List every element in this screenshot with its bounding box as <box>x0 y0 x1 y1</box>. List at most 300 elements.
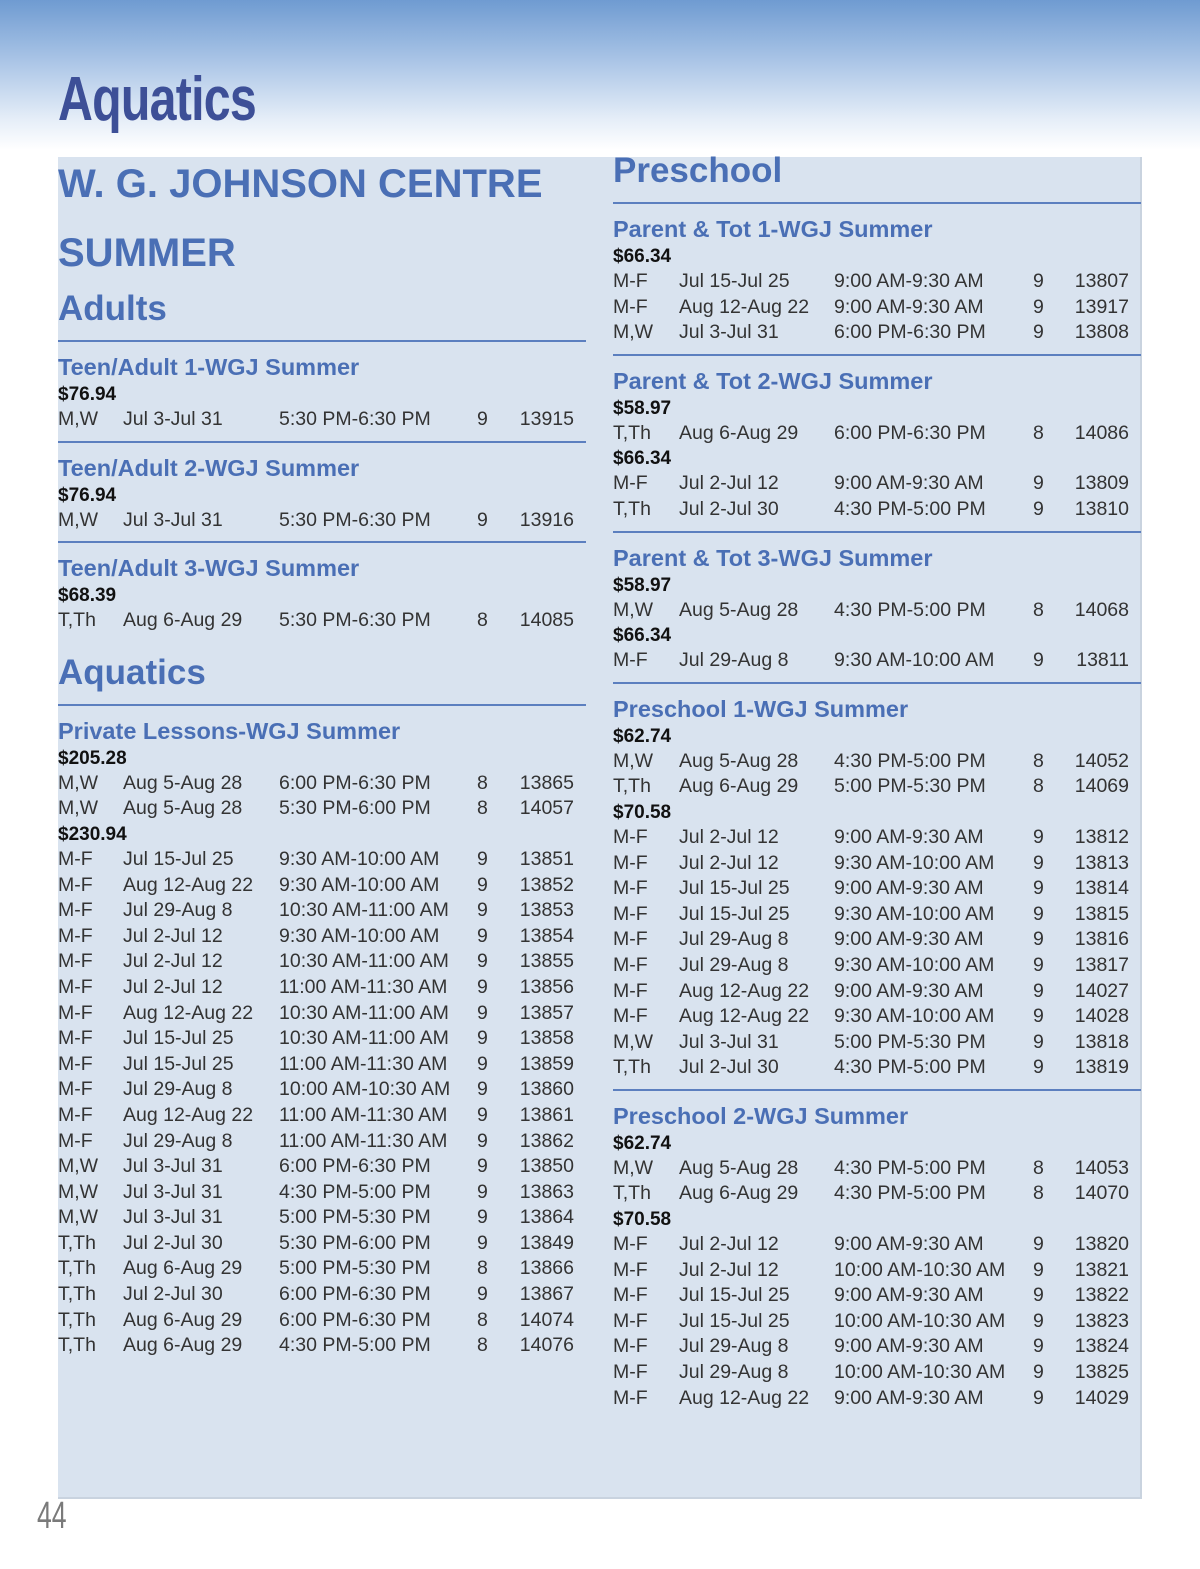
schedule-sessions: 8 <box>477 609 488 632</box>
schedule-row <box>613 1004 1141 1030</box>
schedule-days: M,W <box>58 408 99 430</box>
schedule-dates: Jul 3-Jul 31 <box>679 1030 779 1053</box>
schedule-sessions: 9 <box>1033 270 1044 292</box>
section-heading-aquatics: Aquatics <box>58 652 206 692</box>
schedule-course-code: 14052 <box>1074 749 1129 772</box>
schedule-dates: Jul 3-Jul 31 <box>123 1180 223 1203</box>
schedule-course-code: 13811 <box>1076 649 1129 672</box>
schedule-course-code: 13809 <box>1074 472 1129 495</box>
schedule-time: 5:00 PM-5:30 PM <box>834 1030 986 1053</box>
schedule-time: 9:00 AM-9:30 AM <box>834 1386 984 1409</box>
course-block <box>58 706 586 1367</box>
schedule-dates: Jul 2-Jul 12 <box>123 975 223 998</box>
course-title: Teen/Adult 3-WGJ Summer <box>58 555 360 582</box>
schedule-dates: Aug 5-Aug 28 <box>679 749 799 772</box>
schedule-time: 9:30 AM-10:00 AM <box>834 649 995 672</box>
schedule-sessions: 9 <box>477 924 488 947</box>
schedule-course-code: 13815 <box>1074 902 1129 925</box>
schedule-row <box>58 975 586 1001</box>
schedule-course-code: 13858 <box>519 1027 574 1050</box>
left-column <box>58 150 586 1367</box>
course-price: $70.58 <box>613 801 672 823</box>
schedule-dates: Jul 15-Jul 25 <box>679 270 790 292</box>
schedule-course-code: 13857 <box>519 1001 574 1024</box>
course-title: Teen/Adult 1-WGJ Summer <box>58 354 360 380</box>
schedule-course-code: 13859 <box>519 1052 574 1075</box>
schedule-time: 9:30 AM-10:00 AM <box>279 873 440 896</box>
schedule-row <box>58 873 586 899</box>
schedule-dates: Aug 6-Aug 29 <box>679 775 799 798</box>
schedule-days: M,W <box>613 598 654 621</box>
schedule-days: M-F <box>613 1335 648 1358</box>
schedule-dates: Jul 3-Jul 31 <box>123 508 223 531</box>
schedule-row <box>613 1232 1141 1258</box>
schedule-time: 10:30 AM-11:00 AM <box>279 899 449 922</box>
course-block <box>613 356 1141 533</box>
schedule-time: 9:00 AM-9:30 AM <box>834 1233 984 1256</box>
schedule-days: M-F <box>613 902 648 925</box>
schedule-course-code: 13814 <box>1074 877 1129 900</box>
schedule-days: T,Th <box>613 775 651 798</box>
schedule-days: M-F <box>613 649 648 672</box>
schedule-sessions: 9 <box>477 1027 488 1050</box>
schedule-row <box>613 320 1141 346</box>
schedule-sessions: 8 <box>477 771 488 794</box>
schedule-dates: Jul 2-Jul 30 <box>123 1231 223 1254</box>
schedule-dates: Jul 29-Aug 8 <box>679 1335 789 1358</box>
schedule-dates: Jul 29-Aug 8 <box>679 1361 789 1384</box>
schedule-sessions: 9 <box>1033 1309 1044 1332</box>
schedule-sessions: 9 <box>477 1155 488 1178</box>
course-title: Parent & Tot 3-WGJ Summer <box>613 544 933 571</box>
schedule-time: 4:30 PM-5:00 PM <box>834 1182 986 1205</box>
schedule-course-code: 13822 <box>1074 1284 1129 1307</box>
schedule-row <box>58 796 586 822</box>
schedule-course-code: 13854 <box>519 924 574 947</box>
course-price: $70.58 <box>613 1209 672 1231</box>
schedule-sessions: 9 <box>1033 1335 1044 1358</box>
schedule-time: 5:00 PM-5:30 PM <box>279 1206 431 1229</box>
schedule-row <box>613 825 1141 851</box>
schedule-time: 5:00 PM-5:30 PM <box>279 1257 431 1280</box>
schedule-sessions: 9 <box>1033 902 1044 925</box>
schedule-days: M-F <box>613 1005 648 1028</box>
schedule-days: M-F <box>613 928 648 951</box>
schedule-days: M-F <box>613 472 648 495</box>
centre-name-line2: SUMMER <box>58 231 236 275</box>
schedule-days: T,Th <box>613 1182 651 1205</box>
schedule-days: M,W <box>58 1155 99 1178</box>
schedule-row <box>613 471 1141 497</box>
schedule-dates: Aug 12-Aug 22 <box>679 1005 810 1028</box>
schedule-course-code: 13825 <box>1074 1361 1129 1384</box>
schedule-dates: Jul 2-Jul 12 <box>123 924 223 947</box>
schedule-days: T,Th <box>58 1257 96 1280</box>
schedule-row <box>58 1256 586 1282</box>
schedule-days: M,W <box>58 797 99 820</box>
schedule-row <box>613 1156 1141 1182</box>
schedule-sessions: 9 <box>1033 649 1044 672</box>
schedule-time: 10:00 AM-10:30 AM <box>834 1361 1006 1384</box>
schedule-sessions: 8 <box>1033 1182 1044 1205</box>
schedule-time: 11:00 AM-11:30 AM <box>279 975 448 998</box>
schedule-time: 9:00 AM-9:30 AM <box>834 928 984 951</box>
schedule-course-code: 13862 <box>519 1129 574 1152</box>
schedule-days: M-F <box>613 825 648 848</box>
schedule-course-code: 14069 <box>1074 775 1129 798</box>
schedule-dates: Aug 6-Aug 29 <box>123 1257 243 1280</box>
schedule-course-code: 13810 <box>1074 497 1129 520</box>
schedule-row <box>58 1103 586 1129</box>
schedule-dates: Jul 3-Jul 31 <box>679 321 779 344</box>
schedule-course-code: 14074 <box>519 1308 574 1331</box>
schedule-dates: Aug 12-Aug 22 <box>123 873 254 896</box>
schedule-dates: Jul 15-Jul 25 <box>123 1052 234 1075</box>
schedule-days: M-F <box>613 1233 648 1256</box>
schedule-row <box>58 1026 586 1052</box>
schedule-course-code: 13850 <box>519 1155 574 1178</box>
course-price: $68.39 <box>58 585 117 607</box>
schedule-row <box>613 295 1141 321</box>
schedule-time: 9:00 AM-9:30 AM <box>834 979 984 1002</box>
schedule-dates: Jul 3-Jul 31 <box>123 1206 223 1229</box>
schedule-sessions: 9 <box>477 1206 488 1229</box>
schedule-sessions: 9 <box>1033 321 1044 344</box>
schedule-days: M,W <box>58 1180 99 1203</box>
schedule-sessions: 9 <box>477 873 488 896</box>
schedule-sessions: 9 <box>1033 1030 1044 1053</box>
schedule-dates: Jul 2-Jul 30 <box>679 497 779 520</box>
schedule-days: M-F <box>58 873 93 896</box>
schedule-time: 10:00 AM-10:30 AM <box>279 1078 451 1101</box>
schedule-days: T,Th <box>613 421 651 444</box>
schedule-sessions: 9 <box>1033 295 1044 318</box>
schedule-course-code: 13865 <box>519 771 574 794</box>
course-price: $58.97 <box>613 397 672 419</box>
schedule-dates: Aug 12-Aug 22 <box>679 979 810 1002</box>
schedule-row <box>613 1334 1141 1360</box>
schedule-time: 6:00 PM-6:30 PM <box>279 1308 431 1331</box>
schedule-sessions: 9 <box>1033 825 1044 848</box>
schedule-course-code: 13816 <box>1074 928 1129 951</box>
schedule-row <box>58 847 586 873</box>
course-title: Parent & Tot 1-WGJ Summer <box>613 216 933 242</box>
schedule-days: M,W <box>58 1206 99 1229</box>
schedule-row <box>613 1386 1141 1412</box>
schedule-course-code: 13867 <box>519 1283 574 1306</box>
schedule-row <box>58 898 586 924</box>
schedule-days: M,W <box>613 1156 654 1179</box>
schedule-days: M-F <box>58 1027 93 1050</box>
schedule-row <box>58 949 586 975</box>
schedule-time: 9:30 AM-10:00 AM <box>279 924 440 947</box>
schedule-time: 10:00 AM-10:30 AM <box>834 1309 1006 1332</box>
schedule-dates: Aug 6-Aug 29 <box>123 1334 243 1357</box>
schedule-days: M-F <box>58 1052 93 1075</box>
schedule-row <box>58 1154 586 1180</box>
course-title: Parent & Tot 2-WGJ Summer <box>613 367 933 394</box>
schedule-days: M-F <box>58 1078 93 1101</box>
schedule-row <box>613 1360 1141 1386</box>
schedule-sessions: 9 <box>1033 1005 1044 1028</box>
schedule-row <box>613 269 1141 295</box>
schedule-sessions: 8 <box>477 1257 488 1280</box>
schedule-days: M-F <box>613 1284 648 1307</box>
schedule-dates: Jul 15-Jul 25 <box>679 1309 790 1332</box>
schedule-row <box>613 421 1141 447</box>
schedule-sessions: 9 <box>1033 851 1044 874</box>
schedule-time: 5:00 PM-5:30 PM <box>834 775 986 798</box>
schedule-course-code: 14053 <box>1074 1156 1129 1179</box>
schedule-course-code: 13849 <box>519 1231 574 1254</box>
schedule-time: 4:30 PM-5:00 PM <box>834 1156 986 1179</box>
schedule-days: T,Th <box>613 497 651 520</box>
schedule-days: M-F <box>58 924 93 947</box>
schedule-time: 9:00 AM-9:30 AM <box>834 877 984 900</box>
schedule-course-code: 13863 <box>519 1180 574 1203</box>
schedule-days: M-F <box>613 851 648 874</box>
schedule-days: T,Th <box>58 1231 96 1254</box>
schedule-course-code: 13856 <box>519 975 574 998</box>
schedule-dates: Aug 12-Aug 22 <box>123 1001 254 1024</box>
schedule-dates: Jul 15-Jul 25 <box>123 847 234 870</box>
schedule-sessions: 8 <box>1033 598 1044 621</box>
schedule-time: 9:30 AM-10:00 AM <box>279 847 440 870</box>
schedule-row <box>58 1282 586 1308</box>
schedule-course-code: 14027 <box>1074 979 1129 1002</box>
schedule-dates: Jul 15-Jul 25 <box>679 877 790 900</box>
schedule-course-code: 13812 <box>1074 825 1129 848</box>
schedule-days: M-F <box>58 950 93 973</box>
schedule-dates: Jul 3-Jul 31 <box>123 408 223 430</box>
schedule-time: 5:30 PM-6:30 PM <box>279 609 431 632</box>
schedule-time: 9:00 AM-9:30 AM <box>834 825 984 848</box>
course-block <box>613 533 1141 684</box>
schedule-course-code: 13915 <box>519 408 574 430</box>
schedule-days: M-F <box>613 295 648 318</box>
schedule-dates: Jul 15-Jul 25 <box>679 1284 790 1307</box>
schedule-time: 6:00 PM-6:30 PM <box>834 321 986 344</box>
schedule-dates: Aug 6-Aug 29 <box>123 1308 243 1331</box>
schedule-course-code: 13866 <box>519 1257 574 1280</box>
schedule-sessions: 9 <box>1033 877 1044 900</box>
schedule-time: 9:00 AM-9:30 AM <box>834 1284 984 1307</box>
schedule-dates: Aug 5-Aug 28 <box>123 797 243 820</box>
course-price: $205.28 <box>58 747 127 769</box>
schedule-time: 4:30 PM-5:00 PM <box>834 749 986 772</box>
schedule-days: M,W <box>613 1030 654 1053</box>
schedule-days: M-F <box>58 975 93 998</box>
schedule-days: M-F <box>58 847 93 870</box>
schedule-dates: Aug 12-Aug 22 <box>123 1103 254 1126</box>
schedule-dates: Jul 29-Aug 8 <box>123 1129 233 1152</box>
schedule-row <box>58 1231 586 1257</box>
schedule-sessions: 9 <box>1033 1258 1044 1281</box>
schedule-course-code: 13818 <box>1074 1030 1129 1053</box>
schedule-dates: Jul 3-Jul 31 <box>123 1155 223 1178</box>
schedule-time: 11:00 AM-11:30 AM <box>279 1103 448 1126</box>
schedule-days: M-F <box>58 1103 93 1126</box>
schedule-row <box>613 1181 1141 1207</box>
schedule-time: 9:00 AM-9:30 AM <box>834 295 984 318</box>
schedule-sessions: 9 <box>477 1129 488 1152</box>
course-title: Teen/Adult 2-WGJ Summer <box>58 454 360 481</box>
schedule-course-code: 13917 <box>1074 295 1129 318</box>
schedule-dates: Jul 29-Aug 8 <box>679 649 789 672</box>
schedule-row <box>613 851 1141 877</box>
schedule-dates: Jul 2-Jul 12 <box>679 825 779 848</box>
schedule-course-code: 14057 <box>519 797 574 820</box>
schedule-course-code: 14085 <box>519 609 574 632</box>
schedule-course-code: 13864 <box>519 1206 574 1229</box>
schedule-dates: Aug 12-Aug 22 <box>679 295 810 318</box>
schedule-dates: Jul 29-Aug 8 <box>679 953 789 976</box>
schedule-row <box>613 1055 1141 1081</box>
schedule-sessions: 9 <box>1033 1056 1044 1079</box>
aquatics-courses <box>58 706 586 1367</box>
schedule-days: M-F <box>613 1309 648 1332</box>
schedule-time: 6:00 PM-6:30 PM <box>834 421 986 444</box>
schedule-course-code: 13861 <box>519 1103 574 1126</box>
schedule-row <box>58 771 586 797</box>
schedule-days: M-F <box>613 1361 648 1384</box>
schedule-days: M-F <box>613 1386 648 1409</box>
schedule-time: 5:30 PM-6:30 PM <box>279 408 431 430</box>
schedule-time: 4:30 PM-5:00 PM <box>279 1180 431 1203</box>
schedule-time: 4:30 PM-5:00 PM <box>834 497 986 520</box>
schedule-days: T,Th <box>58 1308 96 1331</box>
course-price: $58.97 <box>613 574 672 596</box>
schedule-sessions: 9 <box>1033 472 1044 495</box>
schedule-time: 6:00 PM-6:30 PM <box>279 771 431 794</box>
page-number: 44 <box>37 1495 67 1537</box>
schedule-course-code: 13824 <box>1074 1335 1129 1358</box>
schedule-row <box>613 749 1141 775</box>
course-price: $76.94 <box>58 484 117 506</box>
schedule-dates: Aug 5-Aug 28 <box>679 598 799 621</box>
course-block <box>613 1091 1141 1419</box>
schedule-sessions: 9 <box>477 950 488 973</box>
schedule-time: 6:00 PM-6:30 PM <box>279 1283 431 1306</box>
schedule-time: 10:30 AM-11:00 AM <box>279 1001 449 1024</box>
schedule-dates: Jul 2-Jul 12 <box>679 851 779 874</box>
course-price: $62.74 <box>613 725 672 747</box>
schedule-time: 9:00 AM-9:30 AM <box>834 472 984 495</box>
schedule-dates: Jul 29-Aug 8 <box>123 899 233 922</box>
schedule-row <box>613 774 1141 800</box>
schedule-time: 11:00 AM-11:30 AM <box>279 1129 448 1152</box>
schedule-days: M,W <box>613 749 654 772</box>
schedule-days: T,Th <box>58 1283 96 1306</box>
schedule-sessions: 9 <box>1033 1386 1044 1409</box>
schedule-dates: Aug 6-Aug 29 <box>679 421 799 444</box>
schedule-row <box>58 1077 586 1103</box>
course-block <box>613 684 1141 1091</box>
schedule-sessions: 9 <box>1033 928 1044 951</box>
schedule-dates: Jul 15-Jul 25 <box>123 1027 234 1050</box>
schedule-course-code: 13823 <box>1074 1309 1129 1332</box>
schedule-sessions: 9 <box>1033 1284 1044 1307</box>
schedule-sessions: 9 <box>477 1078 488 1101</box>
schedule-sessions: 9 <box>477 1180 488 1203</box>
course-price: $62.74 <box>613 1132 672 1154</box>
schedule-course-code: 13808 <box>1074 321 1129 344</box>
schedule-sessions: 9 <box>477 899 488 922</box>
schedule-sessions: 9 <box>477 408 488 430</box>
schedule-sessions: 8 <box>1033 749 1044 772</box>
schedule-dates: Jul 29-Aug 8 <box>679 928 789 951</box>
schedule-course-code: 14068 <box>1074 598 1129 621</box>
schedule-days: M-F <box>613 877 648 900</box>
schedule-row <box>613 876 1141 902</box>
schedule-sessions: 9 <box>477 847 488 870</box>
schedule-time: 4:30 PM-5:00 PM <box>834 598 986 621</box>
schedule-sessions: 9 <box>477 508 488 531</box>
schedule-course-code: 13916 <box>519 508 574 531</box>
schedule-sessions: 8 <box>477 1308 488 1331</box>
schedule-days: T,Th <box>58 609 96 632</box>
schedule-row <box>613 902 1141 928</box>
schedule-dates: Aug 5-Aug 28 <box>123 771 243 794</box>
schedule-course-code: 13852 <box>519 873 574 896</box>
page-title: Aquatics <box>58 65 256 134</box>
schedule-course-code: 13817 <box>1074 953 1129 976</box>
course-title: Preschool 2-WGJ Summer <box>613 1102 909 1129</box>
schedule-row <box>58 1001 586 1027</box>
schedule-dates: Jul 2-Jul 12 <box>123 950 223 973</box>
schedule-dates: Aug 6-Aug 29 <box>123 609 243 632</box>
schedule-dates: Jul 2-Jul 30 <box>679 1056 779 1079</box>
schedule-row <box>613 1283 1141 1309</box>
schedule-sessions: 9 <box>477 975 488 998</box>
course-title: Preschool 1-WGJ Summer <box>613 695 909 722</box>
schedule-row <box>58 924 586 950</box>
schedule-row <box>58 1129 586 1155</box>
schedule-row <box>58 1180 586 1206</box>
preschool-courses <box>613 204 1141 1419</box>
schedule-days: M-F <box>58 1001 93 1024</box>
right-column <box>613 150 1141 1419</box>
schedule-sessions: 9 <box>477 1103 488 1126</box>
schedule-days: M-F <box>58 1129 93 1152</box>
schedule-sessions: 8 <box>1033 775 1044 798</box>
course-price: $66.34 <box>613 246 672 267</box>
schedule-dates: Aug 12-Aug 22 <box>679 1386 810 1409</box>
schedule-course-code: 13853 <box>519 899 574 922</box>
schedule-time: 5:30 PM-6:30 PM <box>279 508 431 531</box>
section-heading-adults: Adults <box>58 289 167 328</box>
course-block <box>58 342 586 443</box>
schedule-sessions: 9 <box>1033 1233 1044 1256</box>
schedule-row <box>58 508 586 534</box>
schedule-time: 5:30 PM-6:00 PM <box>279 797 431 820</box>
course-block <box>613 204 1141 356</box>
schedule-course-code: 13807 <box>1074 270 1129 292</box>
schedule-row <box>58 1205 586 1231</box>
course-block <box>58 543 586 642</box>
schedule-course-code: 14086 <box>1074 421 1129 444</box>
schedule-time: 9:00 AM-9:30 AM <box>834 270 984 292</box>
schedule-row <box>58 608 586 634</box>
course-price: $76.94 <box>58 384 117 405</box>
schedule-row <box>613 927 1141 953</box>
schedule-days: M-F <box>613 979 648 1002</box>
schedule-dates: Jul 2-Jul 30 <box>123 1283 223 1306</box>
schedule-time: 9:30 AM-10:00 AM <box>834 1005 995 1028</box>
course-block <box>58 443 586 544</box>
schedule-row <box>613 497 1141 523</box>
schedule-days: M-F <box>613 270 648 292</box>
